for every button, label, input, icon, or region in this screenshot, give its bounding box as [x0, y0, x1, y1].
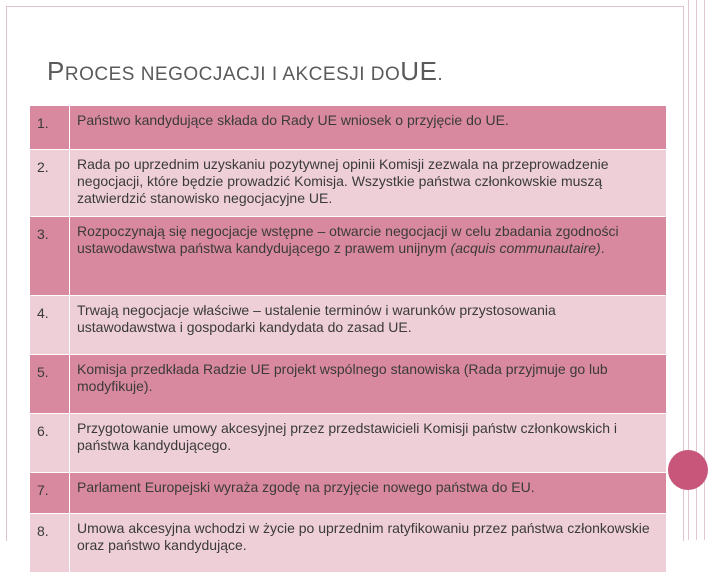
slide-title	[47, 56, 443, 87]
step-number: 3.	[30, 217, 70, 296]
step-text: Rada po uprzednim uzyskaniu pozytywnej opinii Komisji zezwala na przeprowadzenie negocjacji, które będzie prowadzić Komisja. Wszystkie państwa członkowskie muszą zatwierdzić stanowisko negocjacyjne UE.	[70, 150, 667, 217]
title-ue: UE	[400, 56, 438, 86]
step-number: 8.	[30, 514, 70, 573]
step-text-main: Rozpoczynają się negocjacje wstępne – otwarcie negocjacji w celu zbadania zgodności ustawodawstwa państwa kandydującego z prawem unijnym	[77, 223, 619, 256]
step-number: 4.	[30, 296, 70, 355]
step-text: Parlament Europejski wyraża zgodę na przyjęcie nowego państwa do EU.	[70, 473, 667, 514]
step-number: 7.	[30, 473, 70, 514]
table-row	[30, 150, 667, 217]
table-row	[30, 106, 667, 150]
step-text: Przygotowanie umowy akcesyjnej przez przedstawicieli Komisji państw członkowskich i państwa kandydującego.	[70, 414, 667, 473]
step-number: 2.	[30, 150, 70, 217]
table-row	[30, 473, 667, 514]
step-text: Trwają negocjacje właściwe – ustalenie terminów i warunków przystosowania ustawodawstwa i gospodarki kandydata do zasad UE.	[70, 296, 667, 355]
step-number: 1.	[30, 106, 70, 150]
table-row	[30, 355, 667, 414]
step-text	[70, 217, 667, 296]
step-text: Umowa akcesyjna wchodzi w życie po uprzednim ratyfikowaniu przez państwa członkowskie oraz państwo kandydujące.	[70, 514, 667, 573]
table-row	[30, 514, 667, 573]
table-row	[30, 414, 667, 473]
step-text: Komisja przedkłada Radzie UE projekt wspólnego stanowiska (Rada przyjmuje go lub modyfikuje).	[70, 355, 667, 414]
table-row	[30, 296, 667, 355]
step-text: Państwo kandydujące składa do Rady UE wniosek o przyjęcie do UE.	[70, 106, 667, 150]
table-row	[30, 217, 667, 296]
steps-table	[29, 105, 667, 573]
step-number: 6.	[30, 414, 70, 473]
accent-circle	[668, 450, 708, 490]
title-initial: P	[47, 56, 65, 86]
title-dot: .	[437, 64, 444, 85]
step-number: 5.	[30, 355, 70, 414]
step-text-tail: .	[600, 240, 605, 256]
step-text-italic: (acquis communautaire)	[450, 240, 601, 256]
title-rest: ROCES NEGOCJACJI I AKCESJI DO	[64, 64, 401, 85]
